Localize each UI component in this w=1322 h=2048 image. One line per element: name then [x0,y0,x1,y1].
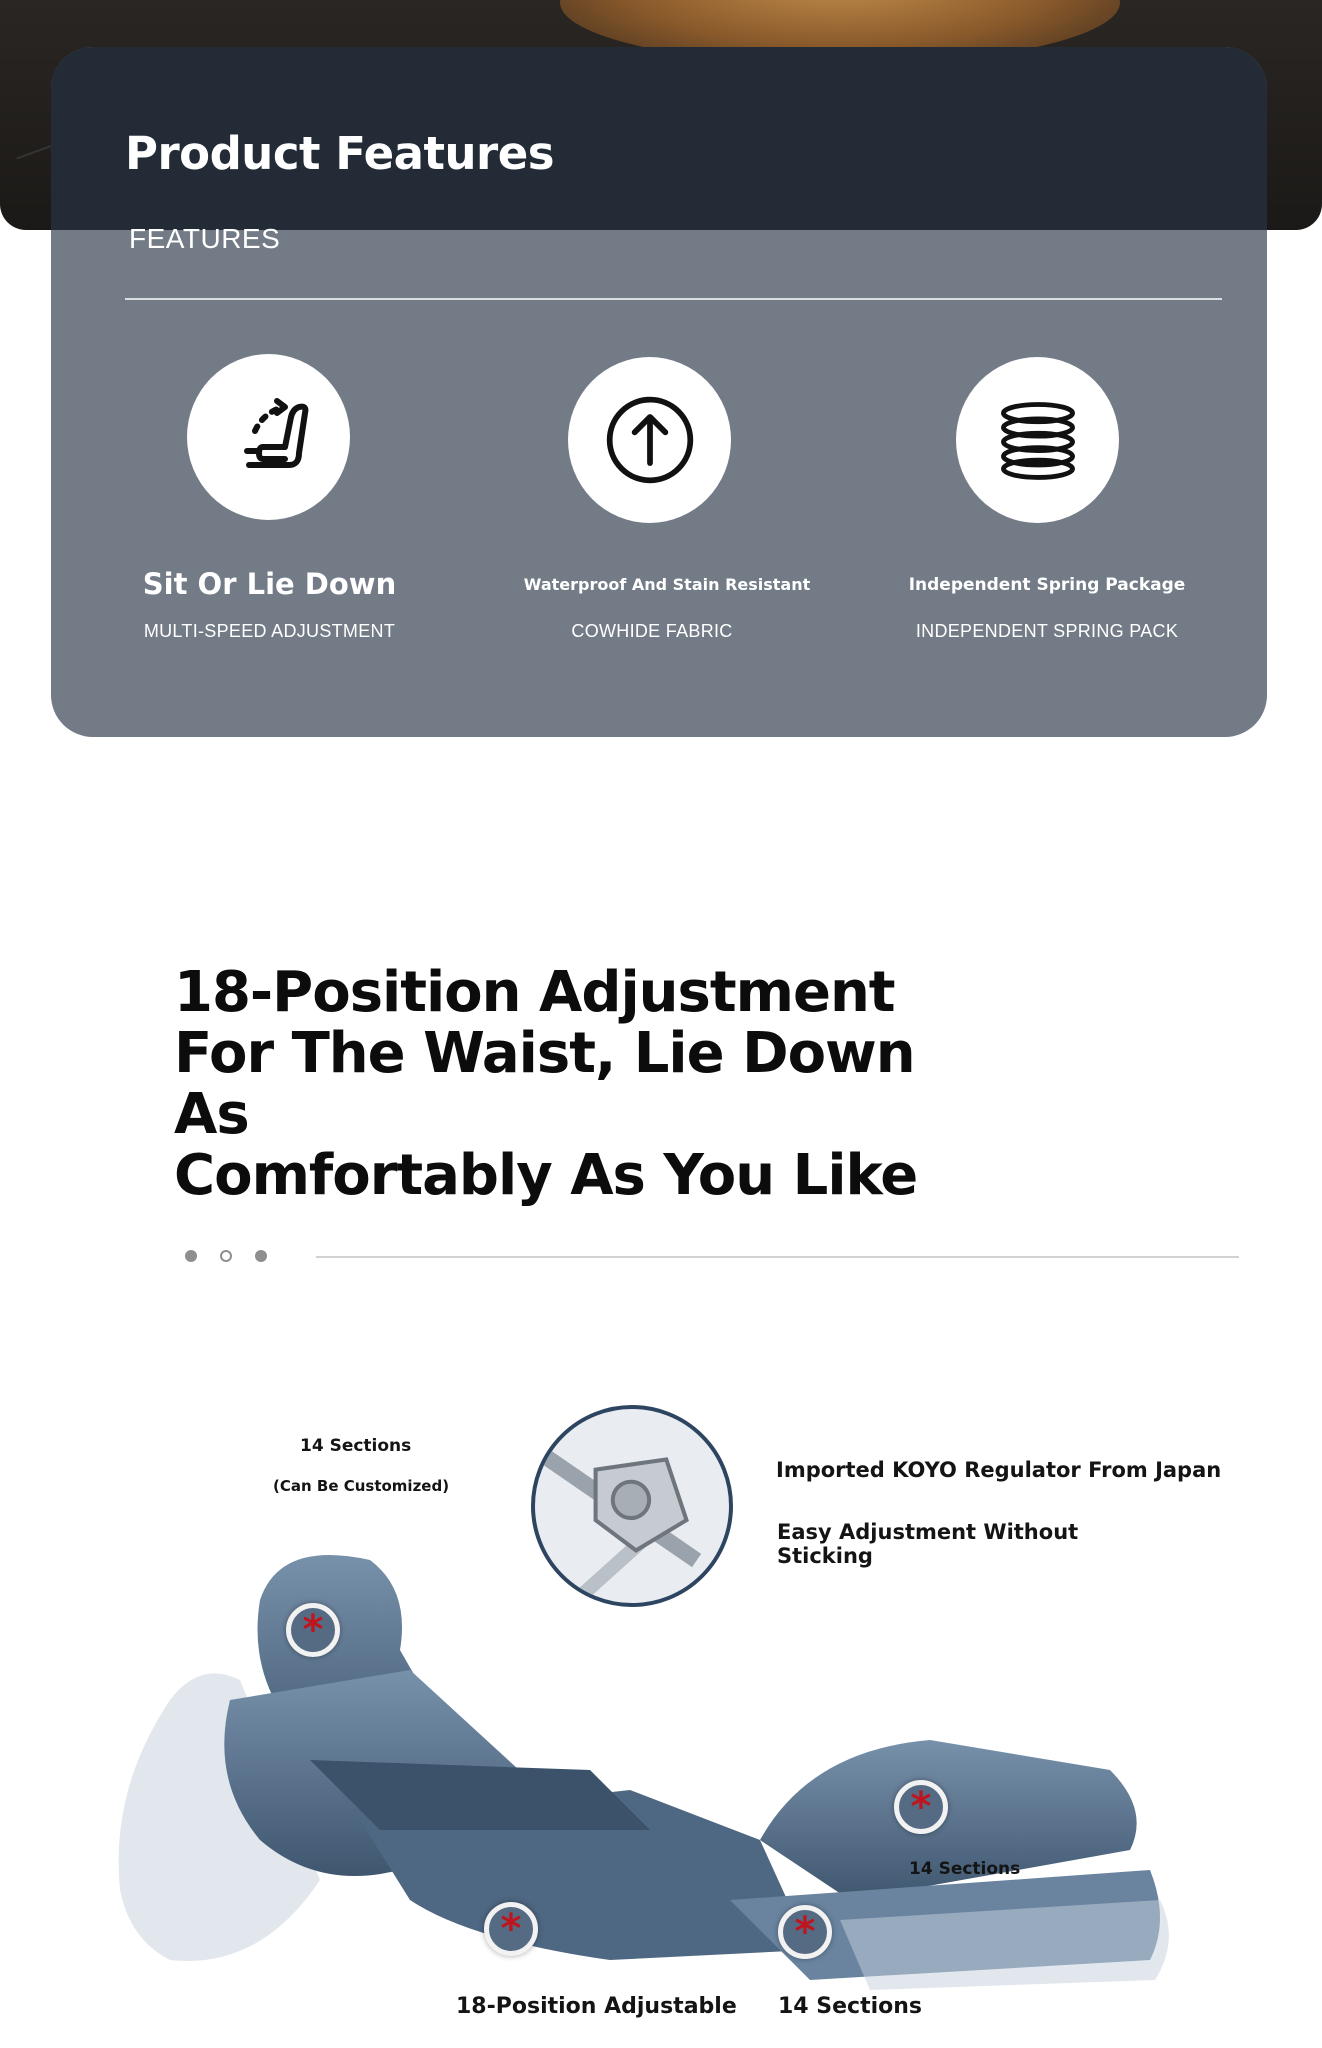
recline-seat-icon [187,354,350,520]
label-bottom-sections: 14 Sections [778,1994,923,2019]
marker-seat: * [484,1902,538,1956]
slider-dot[interactable] [255,1250,267,1262]
label-top-sections: 14 Sections [300,1436,412,1456]
label-regulator: Imported KOYO Regulator From Japan [776,1458,1222,1482]
features-card [51,47,1267,737]
feature-title: Sit Or Lie Down [142,567,397,601]
headline-line: 18-Position Adjustment [174,960,895,1025]
headline-line: Comfortably As You Like [174,1143,918,1208]
divider [125,298,1222,300]
feature-subtitle: INDEPENDENT SPRING PACK [915,621,1179,641]
headline-line: For The Waist, Lie Down As [174,1021,915,1147]
spring-icon [956,357,1119,523]
feature-subtitle: COWHIDE FABRIC [571,621,733,641]
label-easy-adjustment: Easy Adjustment Without Sticking [777,1520,1079,1568]
marker-joint: * [778,1905,832,1959]
section-subtitle: FEATURES [129,223,281,254]
regulator-zoom-image [531,1405,733,1607]
slider-dot[interactable] [185,1250,197,1262]
regulator-hinge-icon [535,1409,733,1607]
marker-headrest: * [286,1603,340,1657]
progress-line [316,1256,1239,1258]
slider-dot-active[interactable] [220,1250,232,1262]
label-bottom-adjustable: 18-Position Adjustable [456,1994,737,2019]
feature-title: Independent Spring Package [908,575,1186,595]
headline [174,962,934,1206]
section-title: Product Features [125,127,555,180]
label-customizable: (Can Be Customized) [273,1477,450,1495]
arrow-up-circle-icon [568,357,731,523]
feature-subtitle: MULTI-SPEED ADJUSTMENT [143,621,396,641]
marker-legrest: * [894,1780,948,1834]
label-right-sections: 14 Sections [909,1859,1021,1879]
feature-title: Waterproof And Stain Resistant [523,575,811,594]
